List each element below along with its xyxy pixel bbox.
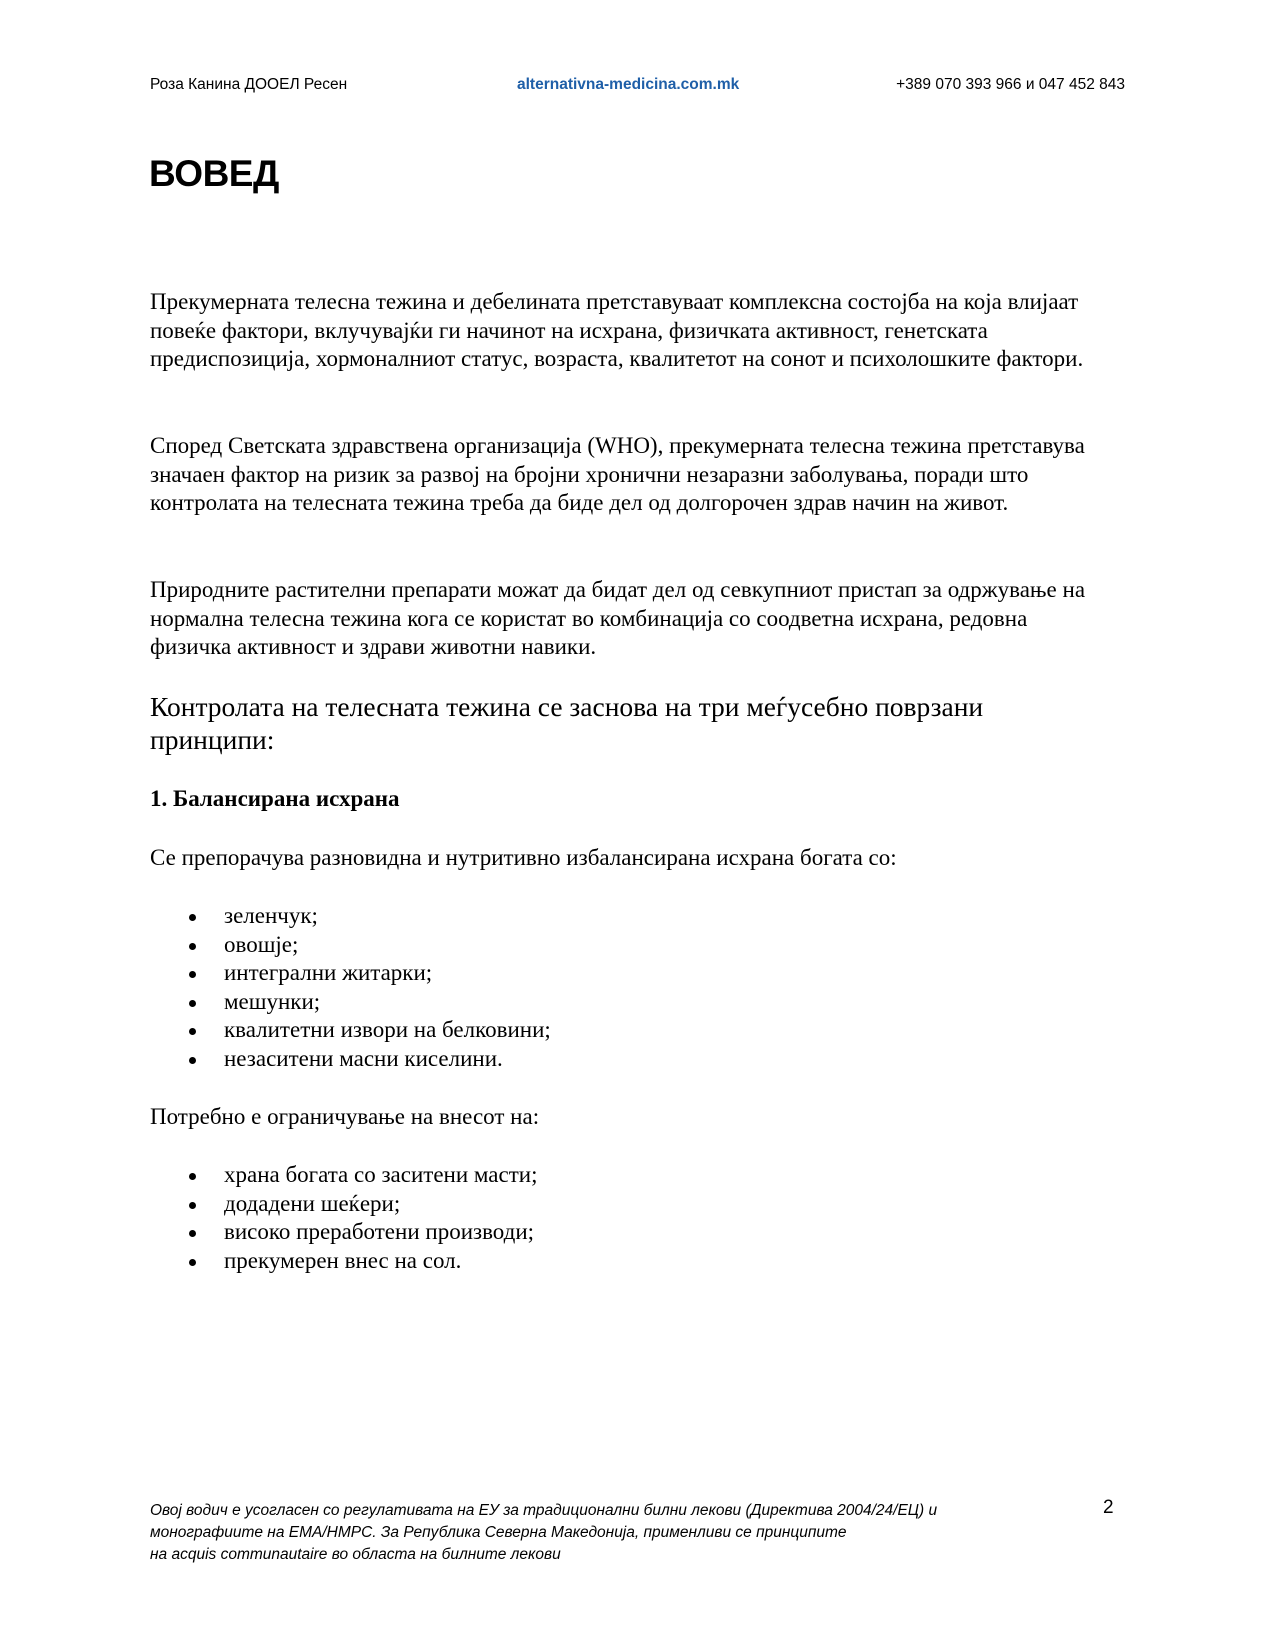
list-item-text: овошје; xyxy=(224,931,299,957)
list-item-text: квалитетни извори на белковини; xyxy=(224,1017,551,1042)
list-item xyxy=(150,931,1050,960)
section-heading-balanced-diet: 1. Балансирана исхрана xyxy=(150,786,400,811)
intro-paragraph-1: Прекумерната телесна тежина и дебелината претставуваат комплексна состојба на која влијаат повеќе фактори, вклучувајќи ги начинот на исхрана, физичката активност, генетската предиспозиција, хормоналниот статус, возраста, квалитетот на сонот и психолошките фактори. xyxy=(150,289,1084,371)
list-item xyxy=(150,1247,1050,1276)
page-footer xyxy=(150,1500,1030,1566)
bullet-icon xyxy=(189,1057,196,1064)
intro-paragraph-2: Според Светската здравствена организација (WHO), прекумерната телесна тежина претставува значаен фактор на ризик за развој на бројни хронични незаразни заболувања, поради што контролата на телесната тежина треба да биде дел од долгорочен здрав начин на живот. xyxy=(150,433,1085,515)
bullet-icon xyxy=(189,971,196,978)
list-item xyxy=(150,1218,1050,1247)
recommended-foods-list xyxy=(150,902,1050,1073)
list-item-text: прекумерен внес на сол. xyxy=(224,1247,462,1273)
list-item-text: зеленчук; xyxy=(224,903,318,928)
list-item-text: мешунки; xyxy=(224,988,321,1014)
principles-heading: Контролата на телесната тежина се заснова на три меѓусебно поврзани принципи: xyxy=(150,691,984,755)
list-item xyxy=(150,902,1050,931)
limited-foods-list xyxy=(150,1161,1050,1275)
list-item xyxy=(150,988,1050,1017)
bullet-icon xyxy=(189,943,196,950)
footer-line: Овој водич е усогласен со регулативата на ЕУ за традиционални билни лекови (Директива 2004/24/ЕЦ) и xyxy=(150,1502,938,1519)
list-item-text: незаситени масни киселини. xyxy=(224,1045,503,1071)
bullet-icon xyxy=(189,1202,196,1209)
intro-paragraph-3: Природните растителни препарати можат да бидат дел од севкупниот пристап за одржување на нормална телесна тежина кога се користат во комбинација со соодветна исхрана, редовна физичка активност и здрави животни навики. xyxy=(150,577,1086,659)
footer-line: на acquis communautaire во областа на билните лекови xyxy=(150,1546,561,1563)
list-item xyxy=(150,1190,1050,1219)
footer-line: монографиите на ЕМА/HMPC. За Република Северна Македонија, применливи се принципите xyxy=(150,1524,847,1541)
bullet-icon xyxy=(189,914,196,921)
page-header xyxy=(150,76,1125,98)
list-item-text: високо преработени производи; xyxy=(224,1219,535,1244)
list-item xyxy=(150,1161,1050,1190)
list-item-text: храна богата со заситени масти; xyxy=(224,1162,538,1187)
list-item xyxy=(150,959,1050,988)
recommended-intro: Се препорачува разновидна и нутритивно избалансирана исхрана богата со: xyxy=(150,845,897,870)
company-name: Роза Канина ДООЕЛ Ресен xyxy=(150,76,348,93)
limit-intro: Потребно е ограничување на внесот на: xyxy=(150,1104,540,1129)
bullet-icon xyxy=(189,1259,196,1266)
page-title: ВОВЕД xyxy=(149,153,279,194)
bullet-icon xyxy=(189,1000,196,1007)
page-number: 2 xyxy=(1103,1497,1114,1518)
list-item-text: додадени шеќери; xyxy=(224,1190,401,1216)
website-link[interactable]: alternativna-medicina.com.mk xyxy=(517,76,740,93)
bullet-icon xyxy=(189,1230,196,1237)
phone-numbers: +389 070 393 966 и 047 452 843 xyxy=(896,76,1125,93)
bullet-icon xyxy=(189,1028,196,1035)
list-item xyxy=(150,1045,1050,1074)
list-item-text: интегрални житарки; xyxy=(224,960,433,985)
bullet-icon xyxy=(189,1173,196,1180)
list-item xyxy=(150,1016,1050,1045)
